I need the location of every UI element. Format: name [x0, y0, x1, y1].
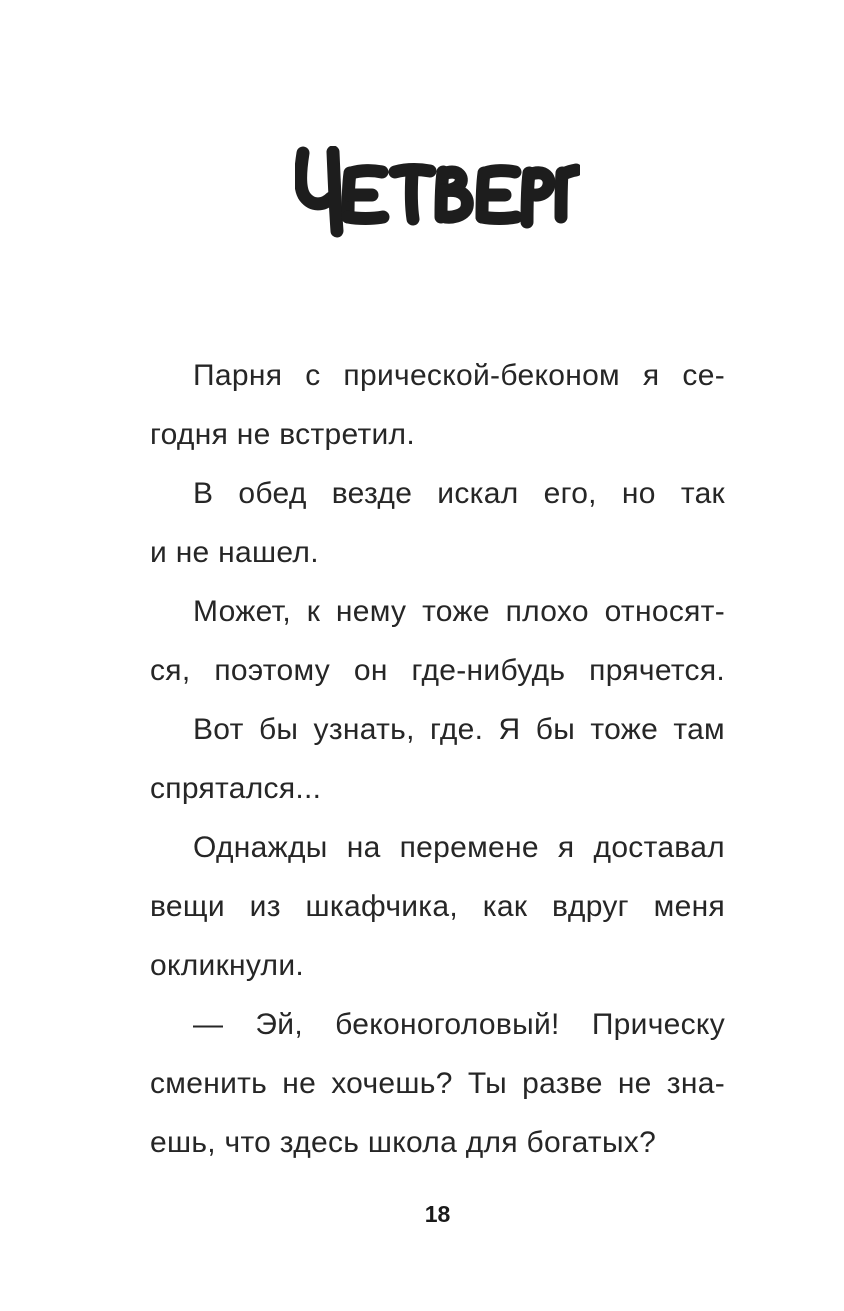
text-line: сменить не хочешь? Ты разве не зна- — [150, 1067, 725, 1100]
text-line: вещи из шкафчика, как вдруг меня — [150, 890, 725, 923]
text-line: В обед везде искал его, но так — [193, 477, 725, 510]
text-line: Парня с прической-беконом я се- — [193, 359, 725, 392]
text-line: Может, к нему тоже плохо относят- — [193, 595, 725, 628]
letter-ge — [561, 170, 576, 217]
text-line: окликнули. — [150, 949, 305, 982]
text-line: годня не встретил. — [150, 418, 415, 451]
text-line: ешь, что здесь школа для богатых? — [150, 1126, 657, 1159]
text-line: — Эй, беконоголовый! Прическу — [193, 1008, 725, 1041]
letter-e1 — [348, 171, 383, 219]
text-line: и не нашел. — [150, 536, 319, 569]
chapter-title-lettering — [295, 146, 580, 238]
text-line: Однажды на перемене я доставал — [193, 831, 725, 864]
text-line: ся, поэтому он где-нибудь прячется. — [150, 654, 725, 687]
letter-te — [395, 170, 430, 219]
text-line: спрятался... — [150, 772, 322, 805]
chapter-header — [150, 146, 725, 238]
letter-che — [301, 152, 337, 231]
letter-er — [527, 173, 549, 222]
letter-e2 — [482, 171, 516, 219]
page-body — [150, 346, 725, 1172]
letter-ve — [441, 172, 467, 217]
page-number: 18 — [424, 1201, 451, 1227]
text-line: Вот бы узнать, где. Я бы тоже там — [193, 713, 725, 746]
